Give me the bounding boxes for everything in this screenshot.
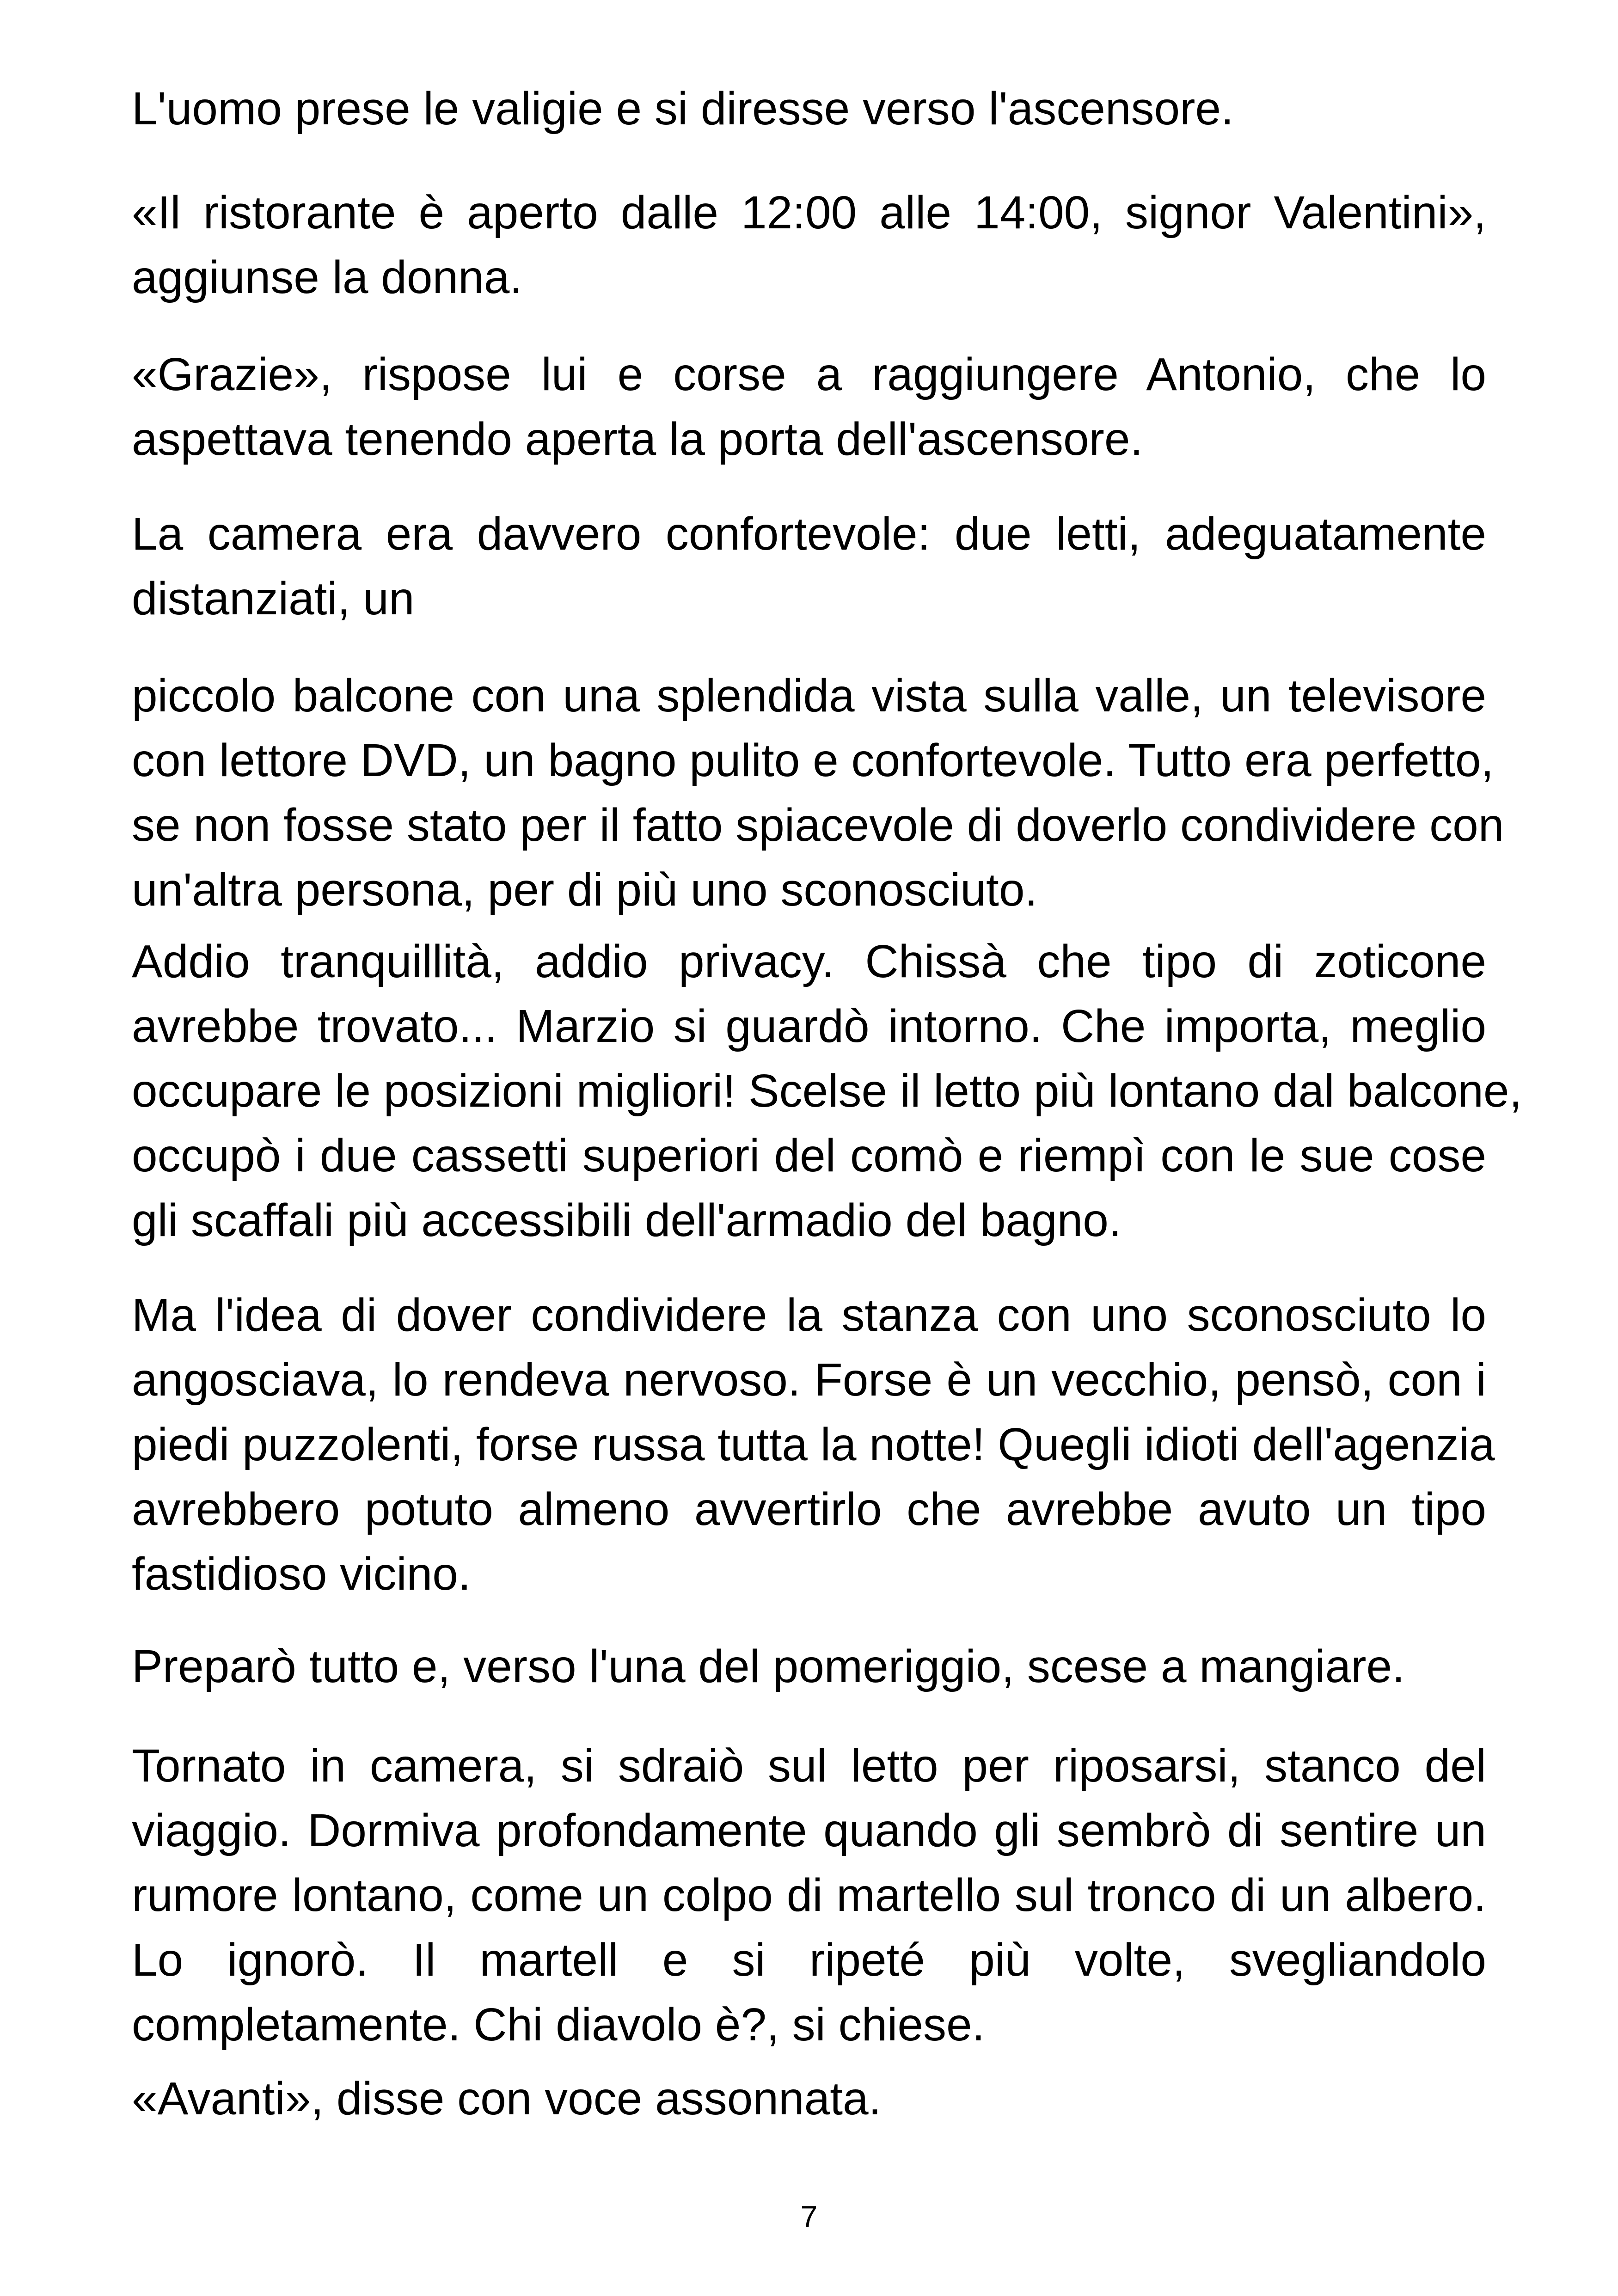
- paragraph: [132, 502, 1486, 631]
- text-line: Tornato in camera, si sdraiò sul letto per riposarsi, stanco del: [132, 1740, 1486, 1792]
- text-line: L'uomo prese le valigie e si diresse verso l'ascensore.: [132, 83, 1234, 135]
- text-line: avrebbero potuto almeno avvertirlo che avrebbe avuto un tipo: [132, 1483, 1486, 1535]
- text-line: Lo ignorò. Il martell e si ripeté più volte, svegliandolo: [132, 1934, 1486, 1986]
- text-line: aggiunse la donna.: [132, 251, 523, 303]
- text-line: rumore lontano, come un colpo di martello sul tronco di un albero.: [132, 1869, 1486, 1921]
- text-line: Ma l'idea di dover condividere la stanza con uno sconosciuto lo: [132, 1289, 1486, 1341]
- text-line: «Avanti», disse con voce assonnata.: [132, 2073, 882, 2125]
- text-line: «Grazie», rispose lui e corse a raggiungere Antonio, che lo: [132, 349, 1486, 400]
- text-line: fastidioso vicino.: [132, 1548, 471, 1600]
- text-line: aspettava tenendo aperta la porta dell'ascensore.: [132, 413, 1143, 465]
- paragraph: [132, 663, 1504, 922]
- text-line: La camera era davvero confortevole: due letti, adeguatamente: [132, 508, 1486, 560]
- text-line: avrebbe trovato... Marzio si guardò intorno. Che importa, meglio: [132, 1000, 1486, 1052]
- text-line: piedi puzzolenti, forse russa tutta la notte! Quegli idioti dell'agenzia: [132, 1419, 1495, 1470]
- text-line: gli scaffali più accessibili dell'armadio del bagno.: [132, 1194, 1122, 1246]
- text-line: viaggio. Dormiva profondamente quando gli sembrò di sentire un: [132, 1805, 1486, 1856]
- text-line: occupare le posizioni migliori! Scelse il letto più lontano dal balcone,: [132, 1065, 1522, 1117]
- paragraph: [132, 180, 1486, 310]
- text-line: piccolo balcone con una splendida vista sulla valle, un televisore: [132, 670, 1486, 722]
- paragraph: [132, 2066, 1486, 2131]
- text-line: «Il ristorante è aperto dalle 12:00 alle 14:00, signor Valentini»,: [132, 187, 1486, 239]
- text-line: Addio tranquillità, addio privacy. Chissà che tipo di zoticone: [132, 936, 1486, 987]
- text-line: se non fosse stato per il fatto spiacevole di doverlo condividere con: [132, 799, 1504, 851]
- paragraph: [132, 1634, 1486, 1699]
- paragraph: [132, 76, 1486, 141]
- page-number: 7: [800, 2199, 818, 2234]
- paragraph: [132, 342, 1486, 471]
- paragraph: [132, 1733, 1486, 2057]
- text-line: angosciava, lo rendeva nervoso. Forse è un vecchio, pensò, con i: [132, 1354, 1486, 1406]
- text-line: con lettore DVD, un bagno pulito e confortevole. Tutto era perfetto,: [132, 735, 1494, 786]
- text-line: Preparò tutto e, verso l'una del pomeriggio, scese a mangiare.: [132, 1641, 1405, 1692]
- text-line: occupò i due cassetti superiori del comò e riempì con le sue cose: [132, 1130, 1486, 1182]
- text-line: un'altra persona, per di più uno sconosciuto.: [132, 864, 1038, 916]
- paragraph: [132, 1283, 1495, 1606]
- text-line: distanziati, un: [132, 573, 415, 625]
- text-line: completamente. Chi diavolo è?, si chiese.: [132, 1999, 985, 2051]
- paragraph: [132, 929, 1522, 1253]
